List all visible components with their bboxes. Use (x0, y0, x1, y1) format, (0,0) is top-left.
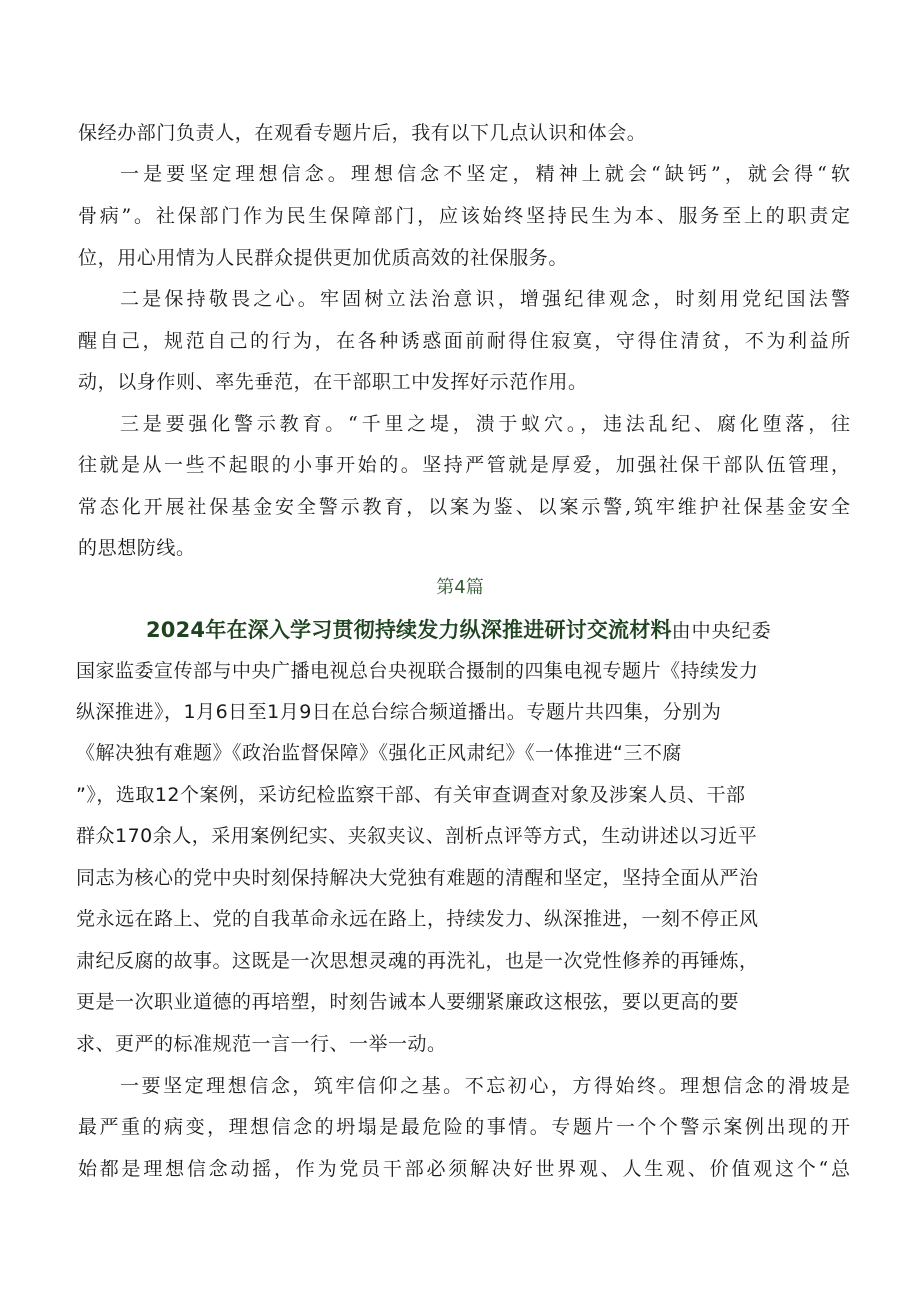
paragraph-line: 的思想防线。 (78, 537, 196, 559)
paragraph-line: ”》，选取12个案例，采访纪检监察干部、有关审查调查对象及涉案人员、干部 (76, 784, 746, 806)
paragraph-line: 求、更严的标准规范一言一行、一举一动。 (76, 1033, 447, 1055)
paragraph-line: 一是要坚定理想信念。理想信念不坚定，精神上就会“缺钙”，就会得“软 (120, 163, 850, 185)
article-title-line (146, 617, 772, 644)
paragraph-line: 肃纪反腐的故事。这既是一次思想灵魂的再洗礼，也是一次党性修养的再锤炼， (76, 950, 759, 972)
paragraph-line: 最严重的病变，理想信念的坍塌是最危险的事情。专题片一个个警示案例出现的开 (78, 1116, 850, 1138)
paragraph-line: 始都是理想信念动摇，作为党员干部必须解决好世界观、人生观、价值观这个“总 (78, 1158, 850, 1180)
paragraph-line: 纵深推进》，1月6日至1月9日在总台综合频道播出。专题片共四集，分别为 (76, 701, 722, 723)
section-number: 第4篇 (436, 577, 484, 598)
paragraph-line: 《解决独有难题》《政治监督保障》《强化正风肃纪》《一体推进“三不腐 (76, 742, 682, 764)
paragraph-line: 一要坚定理想信念，筑牢信仰之基。不忘初心，方得始终。理想信念的滑坡是 (120, 1075, 850, 1097)
paragraph-line: 同志为核心的党中央时刻保持解决大党独有难题的清醒和坚定，坚持全面从严治 (76, 867, 759, 889)
paragraph-line: 常态化开展社保基金安全警示教育，以案为鉴、以案示警,筑牢维护社保基金安全 (78, 496, 850, 518)
paragraph-line: 二是保持敬畏之心。牢固树立法治意识，增强纪律观念，时刻用党纪国法警 (120, 288, 850, 310)
paragraph-line: 醒自己，规范自己的行为，在各种诱惑面前耐得住寂寞，守得住清贫，不为利益所 (78, 330, 850, 352)
article-title: 2024年在深入学习贯彻持续发力纵深推进研讨交流材料 (146, 618, 672, 642)
paragraph-line: 保经办部门负责人，在观看专题片后，我有以下几点认识和体会。 (78, 122, 647, 144)
paragraph-line: 更是一次职业道德的再培塑，时刻告诫本人要绷紧廉政这根弦，要以更高的要 (76, 991, 740, 1013)
paragraph-line: 位，用心用情为人民群众提供更加优质高效的社保服务。 (78, 247, 569, 269)
title-tail-text: 由中央纪委 (671, 620, 772, 642)
paragraph-line: 往就是从一些不起眼的小事开始的。坚持严管就是厚爱，加强社保干部队伍管理， (78, 454, 850, 476)
paragraph-line: 动，以身作则、率先垂范，在干部职工中发挥好示范作用。 (78, 371, 588, 393)
paragraph-line: 群众170余人，采用案例纪实、夹叙夹议、剖析点评等方式，生动讲述以习近平 (76, 825, 758, 847)
paragraph-line: 国家监委宣传部与中央广播电视总台央视联合摄制的四集电视专题片《持续发力 (76, 660, 759, 682)
paragraph-line: 党永远在路上、党的自我革命永远在路上，持续发力、纵深推进，一刻不停正风 (76, 908, 759, 930)
paragraph-line: 三是要强化警示教育。“千里之堤，溃于蚁穴。，违法乱纪、腐化堕落，往 (120, 413, 850, 435)
paragraph-line: 骨病”。社保部门作为民生保障部门，应该始终坚持民生为本、服务至上的职责定 (78, 205, 850, 227)
